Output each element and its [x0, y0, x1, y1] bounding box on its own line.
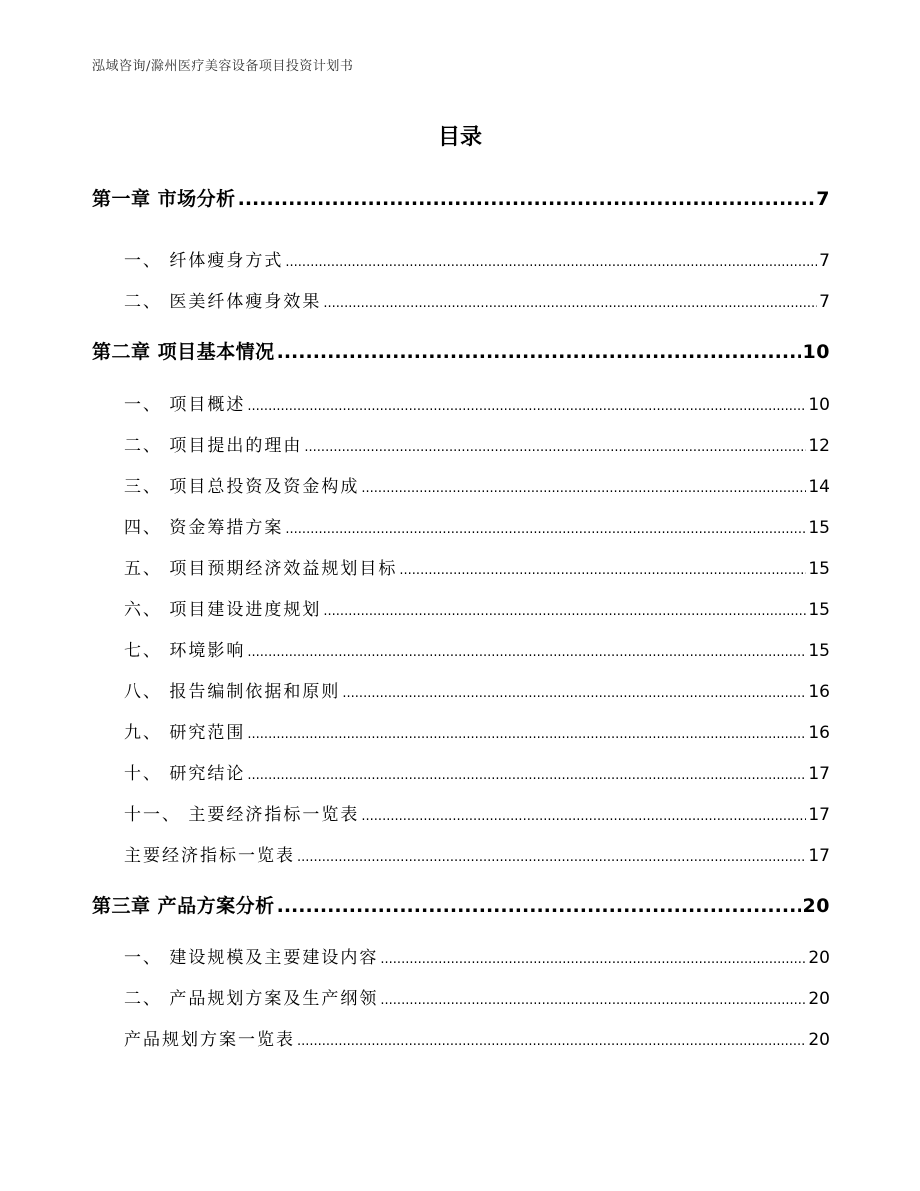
- toc-entry-section[interactable]: [124, 677, 830, 702]
- toc-entry-section[interactable]: [124, 718, 830, 743]
- toc-entry-page: 20: [808, 948, 830, 968]
- toc-entry-label: 八、 报告编制依据和原则: [124, 682, 341, 702]
- toc-entry-label: 五、 项目预期经济效益规划目标: [124, 559, 398, 579]
- toc-entry-section[interactable]: [124, 636, 830, 661]
- toc-entry-page: 17: [808, 846, 830, 866]
- toc-entry-label: 二、 医美纤体瘦身效果: [124, 292, 322, 312]
- toc-entry-page: 17: [808, 805, 830, 825]
- dot-leader: [399, 563, 806, 578]
- dot-leader: [247, 645, 806, 660]
- toc-entry-page: 10: [808, 395, 830, 415]
- toc-entry-page: 15: [808, 559, 830, 579]
- toc-entry-section[interactable]: [124, 943, 830, 968]
- toc-entry-label: 第一章 市场分析: [92, 188, 236, 210]
- dot-leader: [277, 341, 801, 363]
- toc-entry-section[interactable]: [124, 390, 830, 415]
- toc-entry-label: 一、 纤体瘦身方式: [124, 251, 284, 271]
- toc-entry-section[interactable]: [124, 513, 830, 538]
- toc-entry-label: 四、 资金筹措方案: [124, 518, 284, 538]
- toc-entry-page: 10: [802, 341, 830, 363]
- toc-title: 目录: [437, 125, 482, 150]
- dot-leader: [323, 604, 806, 619]
- toc-entry-section[interactable]: [124, 759, 830, 784]
- dot-leader: [361, 809, 806, 824]
- toc-entry-section[interactable]: [124, 984, 830, 1009]
- toc-entry-page: 7: [819, 292, 830, 312]
- dot-leader: [297, 850, 806, 865]
- toc-entry-page: 16: [808, 682, 830, 702]
- dot-leader: [247, 768, 806, 783]
- dot-leader: [247, 399, 806, 414]
- toc-entry-chapter-1[interactable]: [92, 184, 830, 211]
- toc-entry-page: 7: [819, 251, 830, 271]
- toc-entry-page: 20: [802, 895, 830, 917]
- toc-entry-label: 一、 建设规模及主要建设内容: [124, 948, 379, 968]
- dot-leader: [323, 296, 817, 311]
- toc-entry-section[interactable]: [124, 800, 830, 825]
- toc-entry-page: 17: [808, 764, 830, 784]
- toc-entry-label: 三、 项目总投资及资金构成: [124, 477, 360, 497]
- toc-entry-label: 二、 项目提出的理由: [124, 436, 303, 456]
- toc-entry-label: 第二章 项目基本情况: [92, 341, 275, 363]
- toc-entry-label: 十一、 主要经济指标一览表: [124, 805, 360, 825]
- toc-entry-section[interactable]: [124, 246, 830, 271]
- toc-entry-label: 七、 环境影响: [124, 641, 246, 661]
- toc-entry-section[interactable]: [124, 841, 830, 866]
- toc-entry-label: 二、 产品规划方案及生产纲领: [124, 989, 379, 1009]
- toc-entry-page: 15: [808, 600, 830, 620]
- dot-leader: [297, 1034, 806, 1049]
- toc-entry-label: 第三章 产品方案分析: [92, 895, 275, 917]
- toc-entry-page: 12: [808, 436, 830, 456]
- toc-entry-label: 九、 研究范围: [124, 723, 246, 743]
- toc-entry-page: 16: [808, 723, 830, 743]
- toc-entry-page: 15: [808, 641, 830, 661]
- dot-leader: [285, 255, 817, 270]
- dot-leader: [380, 952, 806, 967]
- toc-entry-label: 主要经济指标一览表: [124, 846, 295, 866]
- toc-entry-section[interactable]: [124, 287, 830, 312]
- toc-entry-section[interactable]: [124, 1025, 830, 1050]
- toc-entry-label: 六、 项目建设进度规划: [124, 600, 322, 620]
- toc-entry-page: 7: [816, 188, 830, 210]
- dot-leader: [247, 727, 806, 742]
- toc-entry-label: 一、 项目概述: [124, 395, 246, 415]
- toc-entry-label: 产品规划方案一览表: [124, 1030, 295, 1050]
- toc-entry-section[interactable]: [124, 431, 830, 456]
- toc-entry-page: 20: [808, 989, 830, 1009]
- dot-leader: [304, 440, 806, 455]
- dot-leader: [361, 481, 806, 496]
- running-header: 泓域咨询/滁州医疗美容设备项目投资计划书: [92, 59, 354, 74]
- toc-entry-label: 十、 研究结论: [124, 764, 246, 784]
- toc-entry-section[interactable]: [124, 595, 830, 620]
- toc-entry-page: 14: [808, 477, 830, 497]
- toc-entry-page: 20: [808, 1030, 830, 1050]
- dot-leader: [238, 188, 815, 210]
- toc-entry-page: 15: [808, 518, 830, 538]
- dot-leader: [342, 686, 806, 701]
- toc-entry-chapter-2[interactable]: [92, 337, 830, 364]
- dot-leader: [380, 993, 806, 1008]
- toc-entry-section[interactable]: [124, 554, 830, 579]
- toc-entry-section[interactable]: [124, 472, 830, 497]
- dot-leader: [285, 522, 806, 537]
- dot-leader: [277, 895, 801, 917]
- toc-entry-chapter-3[interactable]: [92, 891, 830, 918]
